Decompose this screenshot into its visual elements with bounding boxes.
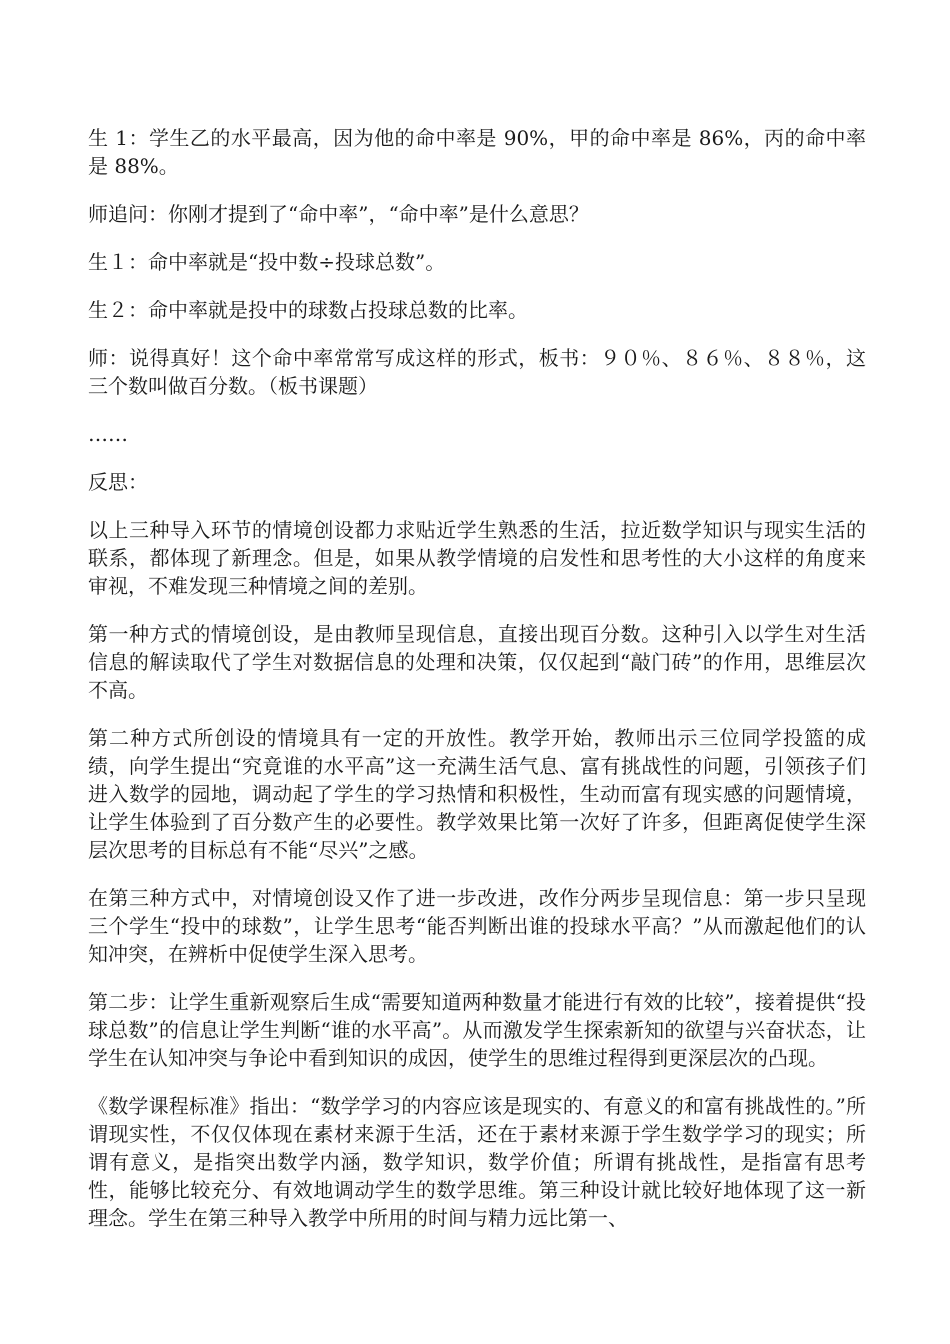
paragraph-student2-definition: 生２：命中率就是投中的球数占投球总数的比率。 [88, 298, 528, 322]
paragraph-teacher-summary: 师：说得真好！这个命中率常常写成这样的形式，板书：９０％、８６％、８８％，这三个数叫做百分数。（板书课题） [88, 346, 866, 398]
document-body [88, 124, 866, 1232]
paragraph-ellipsis: …… [88, 422, 128, 446]
paragraph-student1-answer: 生 1：学生乙的水平最高，因为他的命中率是 90%，甲的命中率是 86%，丙的命中率是 88%。 [88, 126, 866, 178]
paragraph-method-two: 第二种方式所创设的情境具有一定的开放性。教学开始，教师出示三位同学投篮的成绩，向学生提出“究竟谁的水平高”这一充满生活气息、富有挑战性的问题，引领孩子们进入数学的园地，调动起了学生的学习热情和积极性，生动而富有现实感的问题情境，让学生体验到了百分数产生的必要性。教学效果比第一次好了许多，但距离促使学生深层次思考的目标总有不能“尽兴”之感。 [88, 726, 866, 862]
reflection-heading: 反思： [88, 470, 148, 494]
paragraph-method-one: 第一种方式的情境创设，是由教师呈现信息，直接出现百分数。这种引入以学生对生活信息的解读取代了学生对数据信息的处理和决策，仅仅起到“敲门砖”的作用，思维层次不高。 [88, 622, 866, 702]
paragraph-reflection-intro: 以上三种导入环节的情境创设都力求贴近学生熟悉的生活，拉近数学知识与现实生活的联系，都体现了新理念。但是，如果从教学情境的启发性和思考性的大小这样的角度来审视，不难发现三种情境之间的差别。 [88, 518, 866, 598]
paragraph-curriculum-standard: 《数学课程标准》指出：“数学学习的内容应该是现实的、有意义的和富有挑战性的。”所谓现实性，不仅仅体现在素材来源于生活，还在于素材来源于学生数学学习的现实；所谓有意义，是指突出数学内涵，数学知识，数学价值；所谓有挑战性，是指富有思考性，能够比较充分、有效地调动学生的数学思维。第三种设计就比较好地体现了这一新理念。学生在第三种导入教学中所用的时间与精力远比第一、 [88, 1094, 866, 1230]
paragraph-student1-definition: 生１：命中率就是“投中数÷投球总数”。 [88, 250, 446, 274]
paragraph-step-two: 第二步：让学生重新观察后生成“需要知道两种数量才能进行有效的比较”，接着提供“投球总数”的信息让学生判断“谁的水平高”。从而激发学生探索新知的欲望与兴奋状态，让学生在认知冲突与争论中看到知识的成因，使学生的思维过程得到更深层次的凸现。 [88, 990, 866, 1070]
paragraph-method-three: 在第三种方式中，对情境创设又作了进一步改进，改作分两步呈现信息：第一步只呈现三个学生“投中的球数”，让学生思考“能否判断出谁的投球水平高？”从而激起他们的认知冲突，在辨析中促使学生深入思考。 [88, 886, 866, 966]
paragraph-teacher-question: 师追问：你刚才提到了“命中率”，“命中率”是什么意思？ [88, 202, 589, 226]
